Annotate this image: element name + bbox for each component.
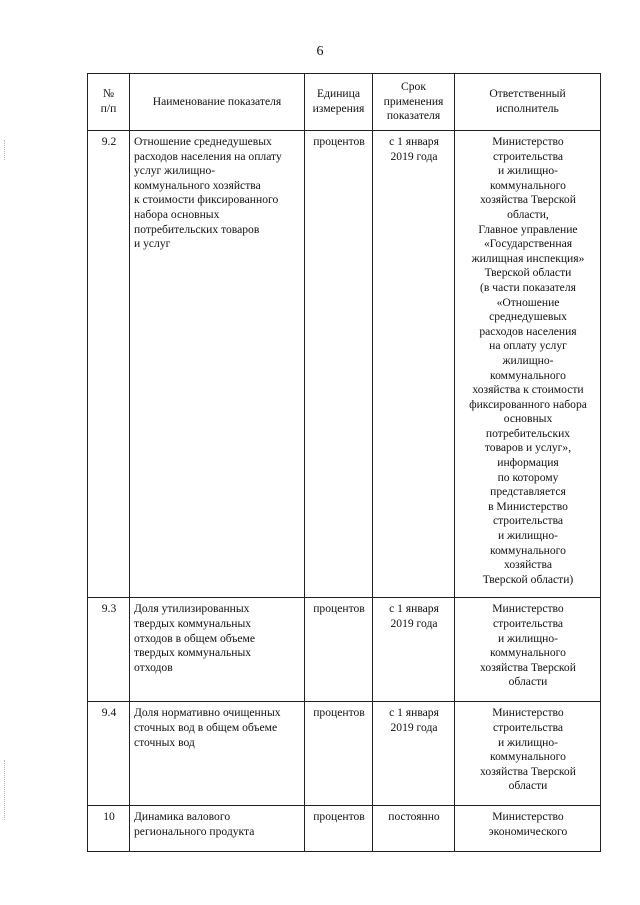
page-number: 6 — [316, 44, 324, 59]
row-responsible: Министерство строительства и жилищно- коммунального хозяйства Тверской области, Главное управление «Государственная жилищная инспекция» Тверской области (в части показателя «Отношение среднедушевых расходов населения на оплату услуг жилищно- коммунального хозяйства к стоимости фиксированного набора основных потребительских товаров и услуг», информация по которому представляется в Министерство строительства и жилищно- коммунального хозяйства Тверской области) — [455, 131, 601, 598]
row-indicator-name: Доля нормативно очищенных сточных вод в общем объеме сточных вод — [130, 702, 305, 806]
row-unit: процентов — [305, 702, 373, 806]
row-number: 10 — [88, 806, 130, 852]
row-number: 9.3 — [88, 598, 130, 702]
header-term: Срок применения показателя — [373, 74, 455, 131]
row-responsible: Министерство экономического — [455, 806, 601, 852]
margin-scan-marks-bottom — [4, 760, 11, 820]
row-unit: процентов — [305, 806, 373, 852]
table-row — [88, 702, 601, 806]
table-row — [88, 806, 601, 852]
header-unit: Единица измерения — [305, 74, 373, 131]
table-row — [88, 598, 601, 702]
row-responsible: Министерство строительства и жилищно- коммунального хозяйства Тверской области — [455, 702, 601, 806]
row-number: 9.4 — [88, 702, 130, 806]
row-responsible: Министерство строительства и жилищно- коммунального хозяйства Тверской области — [455, 598, 601, 702]
table-row — [88, 131, 601, 598]
header-indicator-name: Наименование показателя — [130, 74, 305, 131]
row-indicator-name: Отношение среднедушевых расходов населения на оплату услуг жилищно- коммунального хозяйства к стоимости фиксированного набора основных потребительских товаров и услуг — [130, 131, 305, 598]
margin-scan-marks-top — [4, 140, 11, 160]
row-unit: процентов — [305, 598, 373, 702]
table-header-row — [88, 74, 601, 131]
row-term: с 1 января 2019 года — [373, 598, 455, 702]
row-unit: процентов — [305, 131, 373, 598]
row-indicator-name: Доля утилизированных твердых коммунальных отходов в общем объеме твердых коммунальных отходов — [130, 598, 305, 702]
header-number: № п/п — [88, 74, 130, 131]
row-term: с 1 января 2019 года — [373, 702, 455, 806]
row-term: постоянно — [373, 806, 455, 852]
row-number: 9.2 — [88, 131, 130, 598]
row-term: с 1 января 2019 года — [373, 131, 455, 598]
row-indicator-name: Динамика валового регионального продукта — [130, 806, 305, 852]
indicators-table — [87, 73, 601, 852]
header-responsible: Ответственный исполнитель — [455, 74, 601, 131]
